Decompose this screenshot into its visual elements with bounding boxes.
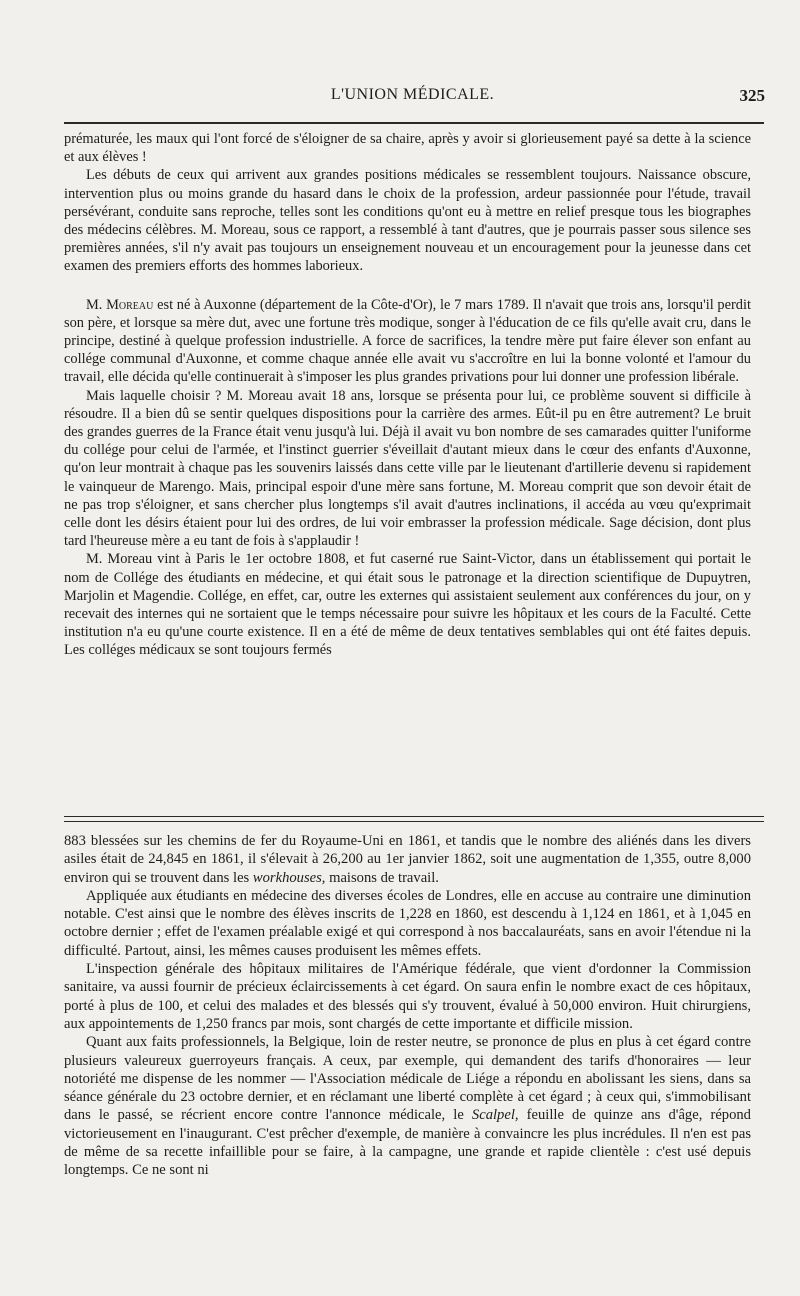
- paragraph: Mais laquelle choisir ? M. Moreau avait 18 ans, lorsque se présenta pour lui, ce problème souvent si difficile à résoudre. Il a bien dû se sentir quelques dispositions pour la carrière des armes. Eût-il pu en être autrement? Le bruit des grandes guerres de la France était venu jusqu'à lui. Déjà il avait vu bon nombre de ses camarades quitter l'uniforme du collége pour celui de l'armée, et l'instinct guerrier s'éveillait d'autant mieux dans le cœur des enfants d'Auxonne, qu'on leur montrait à chaque pas les souvenirs laissés dans cette ville par le lieutenant d'artillerie devenu si rapidement le vainqueur de Marengo. Mais, principal espoir d'une mère sans fortune, M. Moreau comprit que son devoir était de ne pas trop s'éloigner, et sans chercher plus longtemps s'il avait d'autres inclinations, il accéda au vœu qu'exprimait celle dont les désirs étaient pour lui des ordres, de lui voir embrasser la profession médicale. Sage décision, dont plus tard l'heureuse mère a eu tant de fois à s'applaudir !: [64, 387, 751, 550]
- paragraph-text: est né à Auxonne (département de la Côte-d'Or), le 7 mars 1789. Il n'avait que trois ans, lorsqu'il perdit son père, et lorsque sa mère dut, avec une fortune très modique, songer à l'éducation de ce fils qu'elle avait cru, dans le principe, destiné à quelque profession industrielle. A force de sacrifices, la tendre mère put faire élever son enfant au collége communal d'Auxonne, et comme chaque année elle avait vu s'accroître en lui la bonne volonté et l'amour du travail, elle décida qu'elle continuerait à s'imposer les plus grandes privations pour lui donner une profession libérale.: [64, 296, 751, 386]
- paragraph-text: 883 blessées sur les chemins de fer du Royaume-Uni en 1861, et tandis que le nombre des aliénés dans les divers asiles était de 24,845 en 1861, il s'élevait à 26,200 au 1er janvier 1862, soit une augmentation de 1,355, outre 8,000 environ qui se trouvent dans les: [64, 833, 751, 886]
- italic-term: Scalpel,: [471, 1107, 519, 1124]
- paragraph: M. Moreau vint à Paris le 1er octobre 1808, et fut caserné rue Saint-Victor, dans un établissement qui portait le nom de Collége des étudiants en médecine, et qui était sous le patronage et la direction scientifique de Dupuytren, Marjolin et Magendie. Collége, en effet, car, outre les externes qui assistaient seulement aux conférences du jour, on y recevait des internes qui ne sortaient que le temps nécessaire pour suivre les hôpitaux et les cours de la Faculté. Cette institution n'a eu qu'une courte existence. Il en a été de même de deux tentatives semblables qui ont été faites depuis. Les colléges médicaux se sont toujours fermés: [64, 551, 751, 659]
- paragraph: Appliquée aux étudiants en médecine des diverses écoles de Londres, elle en accuse au contraire une diminution notable. C'est ainsi que le nombre des élèves inscrits de 1,228 en 1860, est descendu à 1,124 en 1861, et à 1,045 en octobre dernier ; effet de l'examen préalable exigé et qui correspond à nos baccalauréats, sans en avoir l'étendue ni la difficulté. Partout, ainsi, les mêmes causes produisent les mêmes effets.: [64, 887, 751, 959]
- paragraph: [64, 296, 751, 387]
- paragraph-text: feuille de quinze ans d'âge, répond victorieusement en l'inaugurant. C'est prêcher d'exemple, de manière à convaincre les plus incrédules. Il n'en est pas de même de sa recette infaillible pour se faire, à la campagne, une grande et rapide clientèle : c'est usé depuis longtemps. Ce ne sont ni: [64, 1107, 751, 1179]
- italic-term: workhouses,: [252, 869, 326, 886]
- running-title: L'UNION MÉDICALE.: [330, 86, 495, 103]
- page-header: [60, 86, 765, 112]
- paragraph: Les débuts de ceux qui arrivent aux grandes positions médicales se ressemblent toujours. Naissance obscure, intervention plus ou moins grande du hasard dans le choix de la profession, ardeur passionnée pour l'étude, travail persévérant, conduite sans reproche, telles sont les conditions qu'ont eu à mettre en relief presque tous les biographes des médecins célèbres. M. Moreau, sous ce rapport, a ressemblé à tant d'autres, que je pourrais passer sous silence ses premières années, s'il n'y avait pas toujours un enseignement nouveau et un encouragement pour la jeunesse dans cet examen des premiers efforts des hommes laborieux.: [64, 167, 751, 275]
- paragraph: L'inspection générale des hôpitaux militaires de l'Amérique fédérale, que vient d'ordonner la Commission sanitaire, va aussi fournir de précieux éclaircissements à cet égard. On saura enfin le nombre exact de ces hôpitaux, porté à plus de 100, et celui des malades et des blessés qui s'y trouvent, évalué à 50,000 environ. Huit chirurgiens, aux appointements de 1,250 francs par mois, sont chargés de cette importante et difficile mission.: [64, 961, 751, 1032]
- person-name: M. Moreau: [86, 296, 154, 313]
- page-number: 325: [739, 86, 765, 105]
- paragraph: [64, 1033, 751, 1179]
- paragraph-text: maisons de travail.: [325, 869, 439, 886]
- paragraph: prématurée, les maux qui l'ont forcé de s'éloigner de sa chaire, après y avoir si glorieusement payé sa dette à la science et aux élèves !: [64, 131, 751, 166]
- header-rule: [64, 122, 764, 124]
- section-divider: [64, 816, 764, 822]
- main-article: [64, 130, 751, 660]
- paragraph-text: Quant aux faits professionnels, la Belgique, loin de rester neutre, se prononce de plus en plus à cet égard contre plusieurs valeureux guerroyeurs français. A ceux, par exemple, qui demandent des tarifs d'honoraires — leur notoriété me dispense de les nommer — l'Association médicale de Liége a répondu en abolissant les siens, dans sa séance générale du 23 octobre dernier, et en réclamant une liberté complète à cet égard ; à ceux qui, s'immobilisant dans le passé, se récrient encore contre l'annonce médicale, le: [64, 1034, 751, 1124]
- paragraph: [64, 832, 751, 887]
- feuilleton-column: [64, 832, 751, 1180]
